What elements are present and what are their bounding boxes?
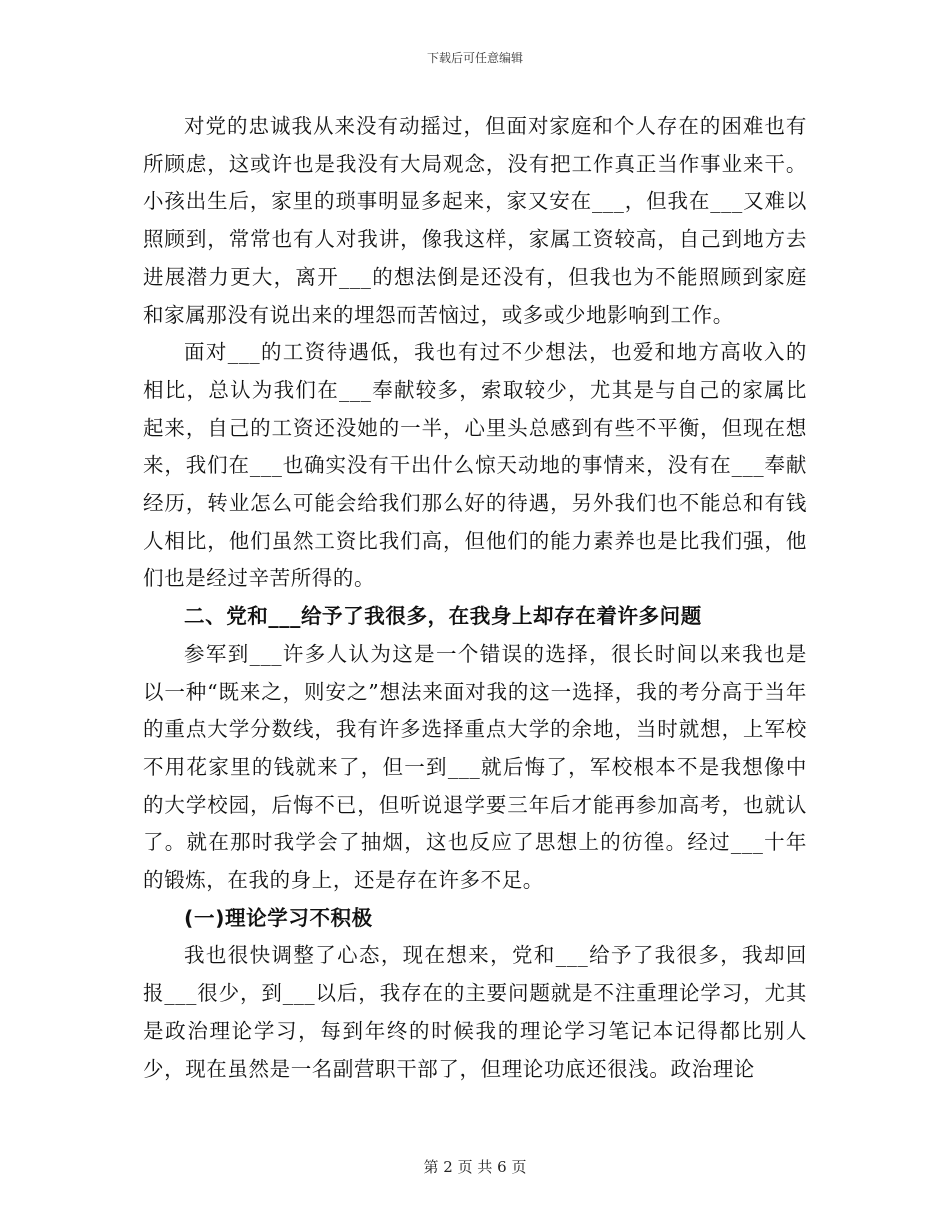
paragraph-salary: 面对___的工资待遇低，我也有过不少想法，也爱和地方高收入的相比，总认为我们在___奉献较多，索取较少，尤其是与自己的家属比起来，自己的工资还没她的一半，心里头总感到有些不平衡，但现在想来，我们在___也确实没有干出什么惊天动地的事情来，没有在___奉献经历，转业怎么可能会给我们那么好的待遇，另外我们也不能总和有钱人相比，他们虽然工资比我们高，但他们的能力素养也是比我们强，他们也是经过辛苦所得的。	[143, 340, 807, 591]
page-header: 下载后可任意编辑	[426, 51, 523, 65]
section-heading-problems: 二、党和___给予了我很多，在我身上却存在着许多问题	[184, 604, 702, 629]
paragraph-theory-study: 我也很快调整了心态，现在想来，党和___给予了我很多，我却回报___很少，到___以后，我存在的主要问题就是不注重理论学习，尤其是政治理论学习，每到年终的时候我的理论学习笔记本记得都比别人少，现在虽然是一名副营职干部了，但理论功底还很浅。政治理论	[143, 943, 807, 1081]
paragraph-enlistment: 参军到___许多人认为这是一个错误的选择，很长时间以来我也是以一种“既来之，则安之”想法来面对我的这一选择，我的考分高于当年的重点大学分数线，我有许多选择重点大学的余地，当时就想，上军校不用花家里的钱就来了，但一到___就后悔了，军校根本不是我想像中的大学校园，后悔不已，但听说退学要三年后才能再参加高考，也就认了。就在那时我学会了抽烟，这也反应了思想上的彷徨。经过___十年的锻炼，在我的身上，还是存在许多不足。	[143, 641, 807, 893]
subsection-heading-theory-study: (一)理论学习不积极	[184, 905, 373, 930]
document-body	[143, 108, 807, 1088]
page-number: 第 2 页 共 6 页	[423, 1158, 527, 1176]
paragraph-loyalty: 对党的忠诚我从来没有动摇过，但面对家庭和个人存在的困难也有所顾虑，这或许也是我没有大局观念，没有把工作真正当作事业来干。小孩出生后，家里的琐事明显多起来，家又安在___，但我在___又难以照顾到，常常也有人对我讲，像我这样，家属工资较高，自己到地方去进展潜力更大，离开___的想法倒是还没有，但我也为不能照顾到家庭和家属那没有说出来的埋怨而苦恼过，或多或少地影响到工作。	[143, 114, 807, 327]
